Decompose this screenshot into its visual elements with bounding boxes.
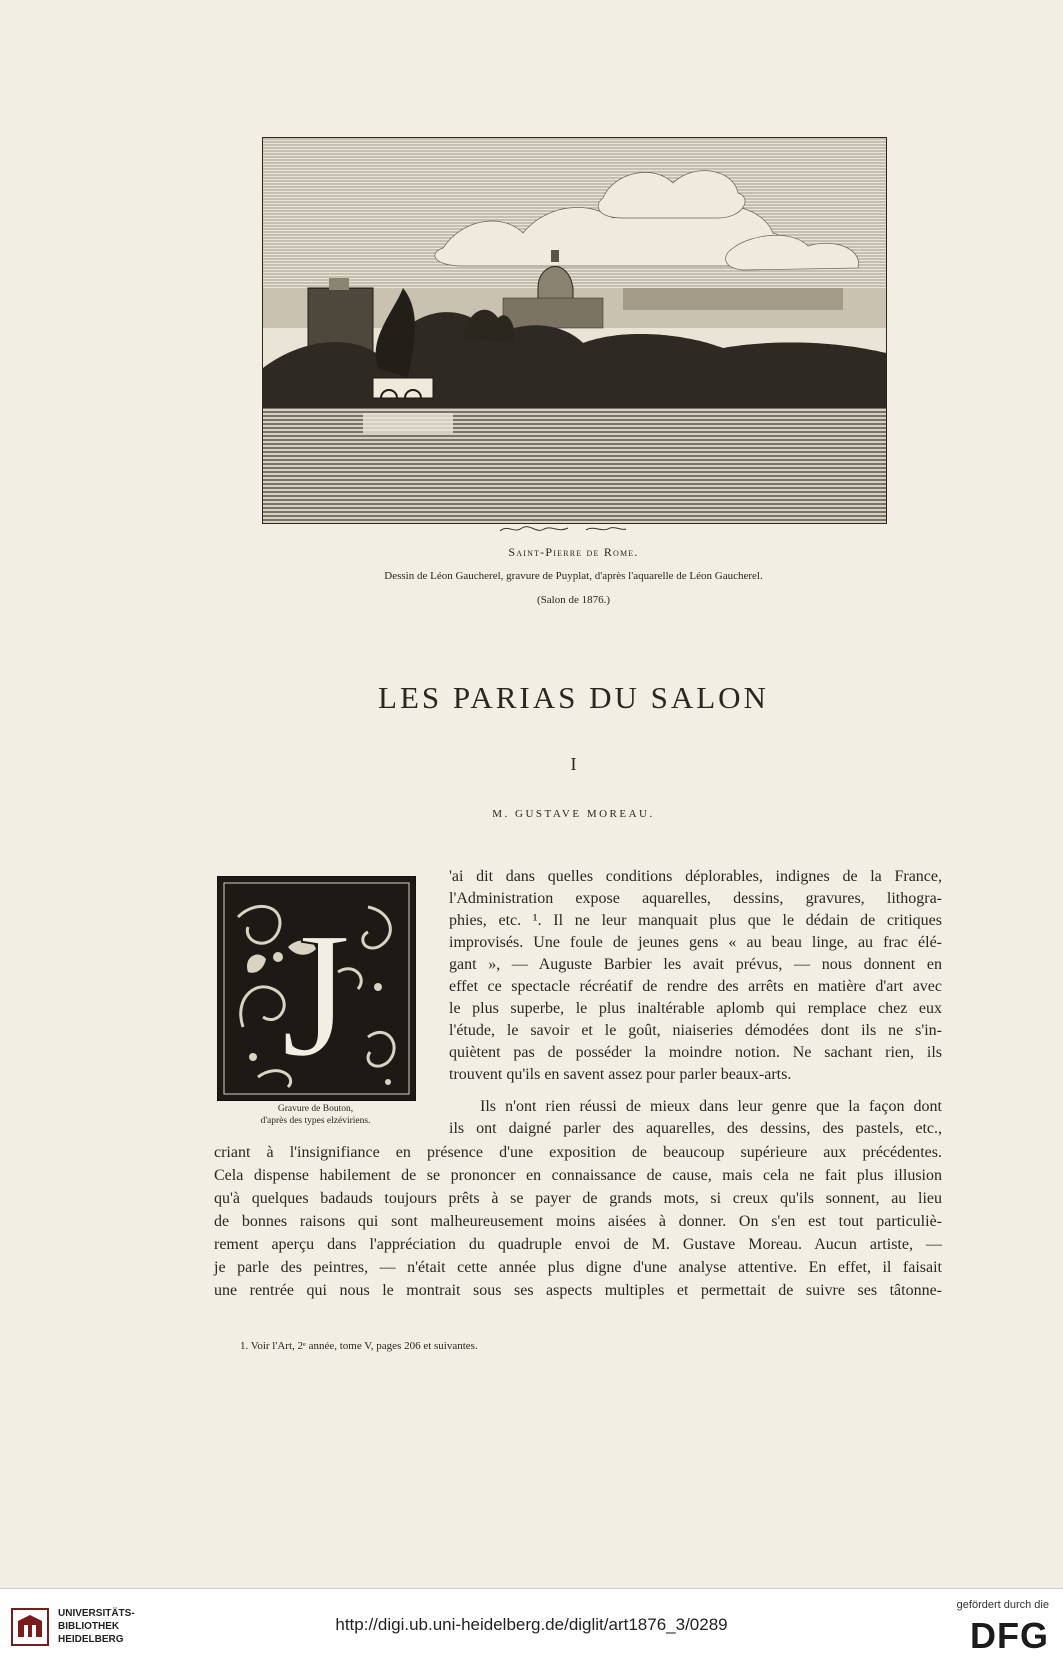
body-line: quiètent pas de posséder la moindre notion. Ne sachant rien, ils — [449, 1044, 942, 1061]
university-library-name: UNIVERSITÄTS- BIBLIOTHEK HEIDELBERG — [58, 1608, 135, 1645]
initial-letter: J — [280, 895, 352, 1094]
engraving-saint-pierre-de-rome — [262, 137, 887, 524]
body-line: improvisés. Une foule de jeunes gens « au beau linge, au frac élé- — [449, 934, 942, 951]
body-line: une rentrée qui nous le montrait sous ses aspects multiples et permettait de suivre ses tâtonne- — [214, 1282, 942, 1299]
funding-note: gefördert durch die — [956, 1599, 1049, 1611]
initial-caption-engraver: Gravure de Bouton, — [277, 1104, 354, 1114]
body-line: 'ai dit dans quelles conditions déplorables, indignes de la France, — [449, 868, 942, 885]
viewer-footer — [0, 1588, 1063, 1662]
body-line: phies, etc. ¹. Il ne leur manquait plus que le dédain de critiques — [449, 912, 942, 929]
article-subhead: M. GUSTAVE MOREAU. — [492, 808, 655, 820]
body-line: ils ont daigné parler des aquarelles, des dessins, des pastels, etc., — [449, 1120, 942, 1137]
decorative-initial — [217, 876, 416, 1101]
body-line: Cela dispense habilement de se prononcer en connaissance de cause, mais cela ne fait plus illusion — [214, 1167, 942, 1184]
body-line: criant à l'insignifiance en présence d'une exposition de beaucoup supérieure aux précédentes. — [214, 1144, 942, 1161]
body-line: l'Administration expose aquarelles, dessins, gravures, lithogra- — [449, 890, 942, 907]
body-line: gant », — Auguste Barbier les avait prévus, — nous donnent en — [449, 956, 942, 973]
illustration-salon-note: (Salon de 1876.) — [536, 594, 610, 606]
engraving-signature — [498, 522, 628, 536]
section-number: I — [570, 754, 577, 774]
body-line: de bonnes raisons qui sont malheureusement moins aisées à donner. On s'en est tout particuliè- — [214, 1213, 942, 1230]
ornament-initial-image — [218, 877, 415, 1100]
dfg-logo: DFG — [970, 1615, 1049, 1656]
body-line: effet ce spectacle récréatif de rendre des arrêts en matière d'art avec — [449, 978, 942, 995]
body-line: l'étude, le savoir et le goût, niaiseries démodées dont ils ne s'in- — [449, 1022, 942, 1039]
illustration-title: Saint-Pierre de Rome. — [508, 545, 639, 559]
body-line: rement aperçu dans l'appréciation du quadruple envoi de M. Gustave Moreau. Aucun artiste, — — [214, 1236, 942, 1253]
body-line: qu'à quelques badauds toujours prêts à se payer de grands mots, si creux qu'ils sonnent, au lieu — [214, 1190, 942, 1207]
footnote: 1. Voir l'Art, 2ᵉ année, tome V, pages 206 et suivantes. — [240, 1340, 478, 1352]
initial-caption-source: d'après des types elzéviriens. — [260, 1116, 371, 1126]
body-line: Ils n'ont rien réussi de mieux dans leur genre que la façon dont — [480, 1098, 942, 1115]
article-title: LES PARIAS DU SALON — [378, 680, 769, 715]
illustration-credit: Dessin de Léon Gaucherel, gravure de Puyplat, d'après l'aquarelle de Léon Gaucherel. — [384, 570, 763, 582]
body-line: trouvent qu'ils en savent assez pour parler beaux-arts. — [449, 1066, 792, 1083]
body-line: je parle des peintres, — n'était cette année plus digne d'une analyse attentive. En effet, il faisait — [214, 1259, 942, 1276]
body-line: le plus superbe, le plus inaltérable aplomb qui remplace chez eux — [449, 1000, 942, 1017]
engraving-image — [263, 138, 886, 523]
permalink-url[interactable]: http://digi.ub.uni-heidelberg.de/diglit/art1876_3/0289 — [335, 1615, 728, 1634]
